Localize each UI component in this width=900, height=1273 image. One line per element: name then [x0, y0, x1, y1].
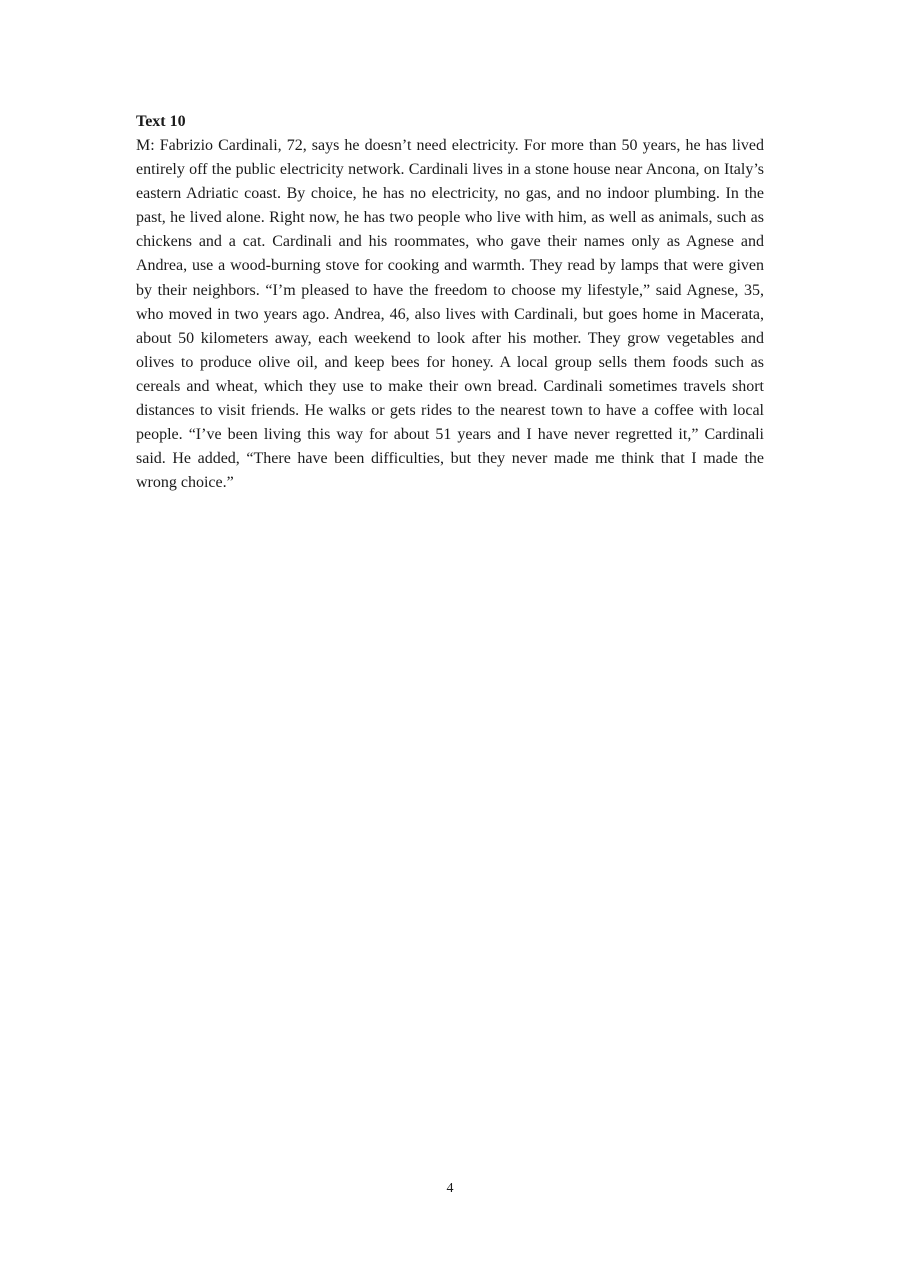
section-heading: Text 10 — [136, 113, 186, 130]
page-number: 4 — [446, 1181, 454, 1196]
passage-text: M: Fabrizio Cardinali, 72, says he doesn’t need electricity. For more than 50 years, he has lived entirely off the public electricity network. Cardinali lives in a stone house near Ancona, on Italy’s eastern Adriatic coast. By choice, he has no electricity, no gas, and no indoor plumbing. In the past, he lived alone. Right now, he has two people who live with him, as well as animals, such as chickens and a cat. Cardinali and his roommates, who gave their names only as Agnese and Andrea, use a wood-burning stove for cooking and warmth. They read by lamps that were given by their neighbors. “I’m pleased to have the freedom to choose my lifestyle,” said Agnese, 35, who moved in two years ago. Andrea, 46, also lives with Cardinali, but goes home in Macerata, about 50 kilometers away, each weekend to look after his mother. They grow vegetables and olives to produce olive oil, and keep bees for honey. A local group sells them foods such as cereals and wheat, which they use to make their own bread. Cardinali sometimes travels short distances to visit friends. He walks or gets rides to the nearest town to have a coffee with local people. “I’ve been living this way for about 51 years and I have never regretted it,” Cardinali said. He added, “There have been difficulties, but they never made me think that I made the wrong choice.” — [136, 137, 764, 492]
